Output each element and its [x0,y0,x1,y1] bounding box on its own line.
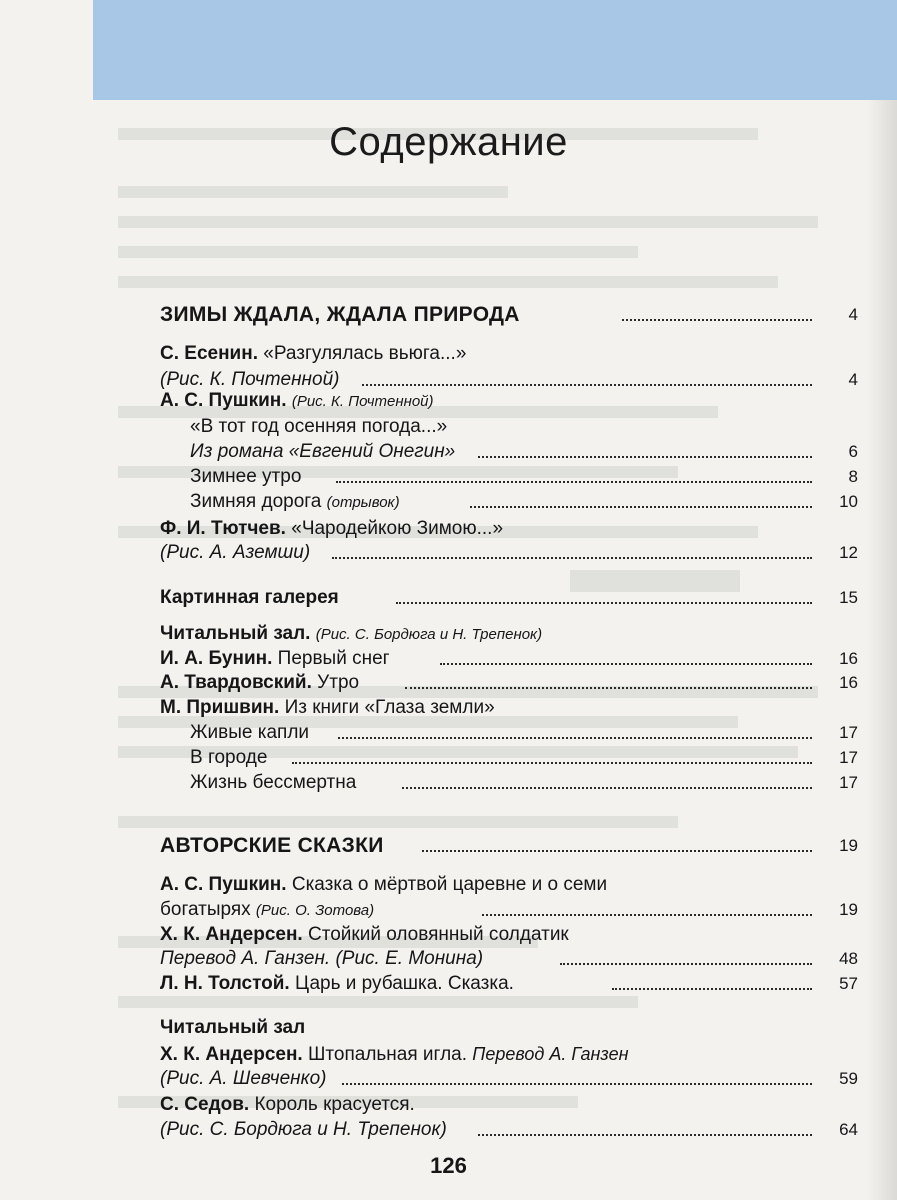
page-ref: 12 [839,543,858,562]
toc-entry-row [0,387,897,415]
toc-entry-row [0,769,897,797]
toc-section-row [0,832,897,860]
entry-title: Утро [317,672,360,693]
entry-illustrator: (Рис. А. Шевченко) [160,1068,327,1089]
dot-leader [478,1134,812,1136]
page-ref: 17 [839,723,858,742]
dot-leader [482,914,812,916]
entry-author: Х. К. Андерсен. [160,1044,303,1065]
page-ref: 17 [839,748,858,767]
entry-author: А. Твардовский. [160,672,312,693]
dot-leader [478,456,812,458]
entry-title: В городе [190,747,268,768]
page-ref: 19 [839,900,858,919]
toc-entry-row [0,970,897,998]
entry-author: С. Есенин. [160,343,258,364]
entry-translator: Перевод А. Ганзен [472,1044,629,1064]
toc-entry-row [0,669,897,697]
toc-entry-row [0,340,897,368]
toc-entry-row [0,438,897,466]
toc-entry-row [0,1091,897,1119]
entry-line [160,669,359,697]
entry-author: А. С. Пушкин. [160,390,287,411]
entry-author: Х. К. Андерсен. [160,924,303,945]
page-ref: 16 [839,673,858,692]
entry-line [160,1091,415,1119]
page-ref: 4 [848,305,858,324]
page-ref: 16 [839,649,858,668]
toc-entry-row [0,896,897,924]
toc-entry-row [0,413,897,441]
entry-title: Жизнь бессмертна [190,772,357,793]
entry-author: И. А. Бунин. [160,648,273,669]
section-heading: ЗИМЫ ЖДАЛА, ЖДАЛА ПРИРОДА [160,303,520,326]
entry-line [160,871,607,899]
dot-leader [440,663,812,665]
dot-leader [470,506,812,508]
dot-leader [560,963,812,965]
page-ref: 17 [839,773,858,792]
dot-leader [612,988,812,990]
dot-leader [292,762,812,764]
entry-title: Из книги «Глаза земли» [284,697,495,718]
section-heading: АВТОРСКИЕ СКАЗКИ [160,834,384,857]
entry-title: Стойкий оловянный солдатик [308,924,569,945]
toc-entry-row [0,584,897,612]
entry-line [160,970,514,998]
toc-entry-row [0,1014,897,1042]
toc-entry-row [0,744,897,772]
page-ref: 57 [839,974,858,993]
entry-author: С. Седов. [160,1094,250,1115]
entry-illustrator: (Рис. О. Зотова) [255,902,375,919]
entry-heading: Картинная галерея [160,587,339,608]
toc-entry-row [0,620,897,648]
toc-entry-row [0,463,897,491]
page-ref: 6 [848,442,858,461]
dot-leader [405,687,812,689]
page-ref: 10 [839,492,858,511]
entry-author: А. С. Пушкин. [160,874,287,895]
dot-leader [338,737,812,739]
entry-translator: Перевод А. Ганзен. (Рис. Е. Монина) [160,948,484,969]
entry-title: Штопальная игла. [308,1044,467,1065]
dot-leader [342,1083,812,1085]
toc-entry-row [0,1116,897,1144]
dot-leader [402,787,812,789]
entry-illustrator: (Рис. С. Бордюга и Н. Трепенок) [160,1119,447,1140]
toc-entry-row [0,945,897,973]
toc-section-row [0,301,897,329]
page-ref: 8 [848,467,858,486]
entry-line [160,694,495,722]
entry-title: Первый снег [277,648,390,669]
entry-title: Король красуется. [254,1094,415,1115]
dot-leader [422,850,812,852]
toc-entry-row [0,694,897,722]
dot-leader [622,319,812,321]
dot-leader [362,384,812,386]
entry-heading: Читальный зал. [160,623,311,644]
page-ref: 48 [839,949,858,968]
page-ref: 4 [848,370,858,389]
toc-entry-row [0,488,897,516]
entry-title: Сказка о мёртвой царевне и о семи [291,874,608,895]
entry-illustrator: (Рис. К. Почтенной) [160,369,340,390]
entry-illustrator: (Рис. К. Почтенной) [291,393,434,410]
entry-title: «Чародейкою Зимою...» [291,518,504,539]
page-number: 126 [430,1153,467,1178]
entry-title: Живые капли [190,722,310,743]
page-ref: 19 [839,836,858,855]
page-title: Содержание [329,120,568,164]
entry-title: «Разгулялась вьюга...» [263,343,467,364]
toc-entry-row [0,1040,897,1068]
entry-illustrator: (Рис. А. Аземши) [160,542,311,563]
toc-entry-row [0,719,897,747]
entry-author: Л. Н. Толстой. [160,973,290,994]
entry-line [190,488,400,517]
entry-title: богатырях [160,899,251,920]
toc-entry-row [0,1065,897,1093]
dot-leader [336,481,812,483]
page-ref: 64 [839,1120,858,1139]
dot-leader [332,557,812,559]
entry-title: «В тот год осенняя погода...» [190,416,448,437]
entry-title: Зимнее утро [190,466,302,487]
entry-note: (отрывок) [326,494,400,511]
entry-line [160,340,466,368]
entry-author: М. Пришвин. [160,697,280,718]
page-ref: 15 [839,588,858,607]
entry-line [160,387,434,416]
entry-source: Из романа «Евгений Онегин» [190,441,456,462]
dot-leader [396,602,812,604]
entry-title: Зимняя дорога [190,491,322,512]
entry-title: Царь и рубашка. Сказка. [295,973,514,994]
entry-author: Ф. И. Тютчев. [160,518,286,539]
toc-entry-row [0,539,897,567]
page-ref: 59 [839,1069,858,1088]
entry-illustrator: (Рис. С. Бордюга и Н. Трепенок) [315,626,543,643]
toc-entry-row [0,871,897,899]
entry-heading: Читальный зал [160,1017,306,1038]
